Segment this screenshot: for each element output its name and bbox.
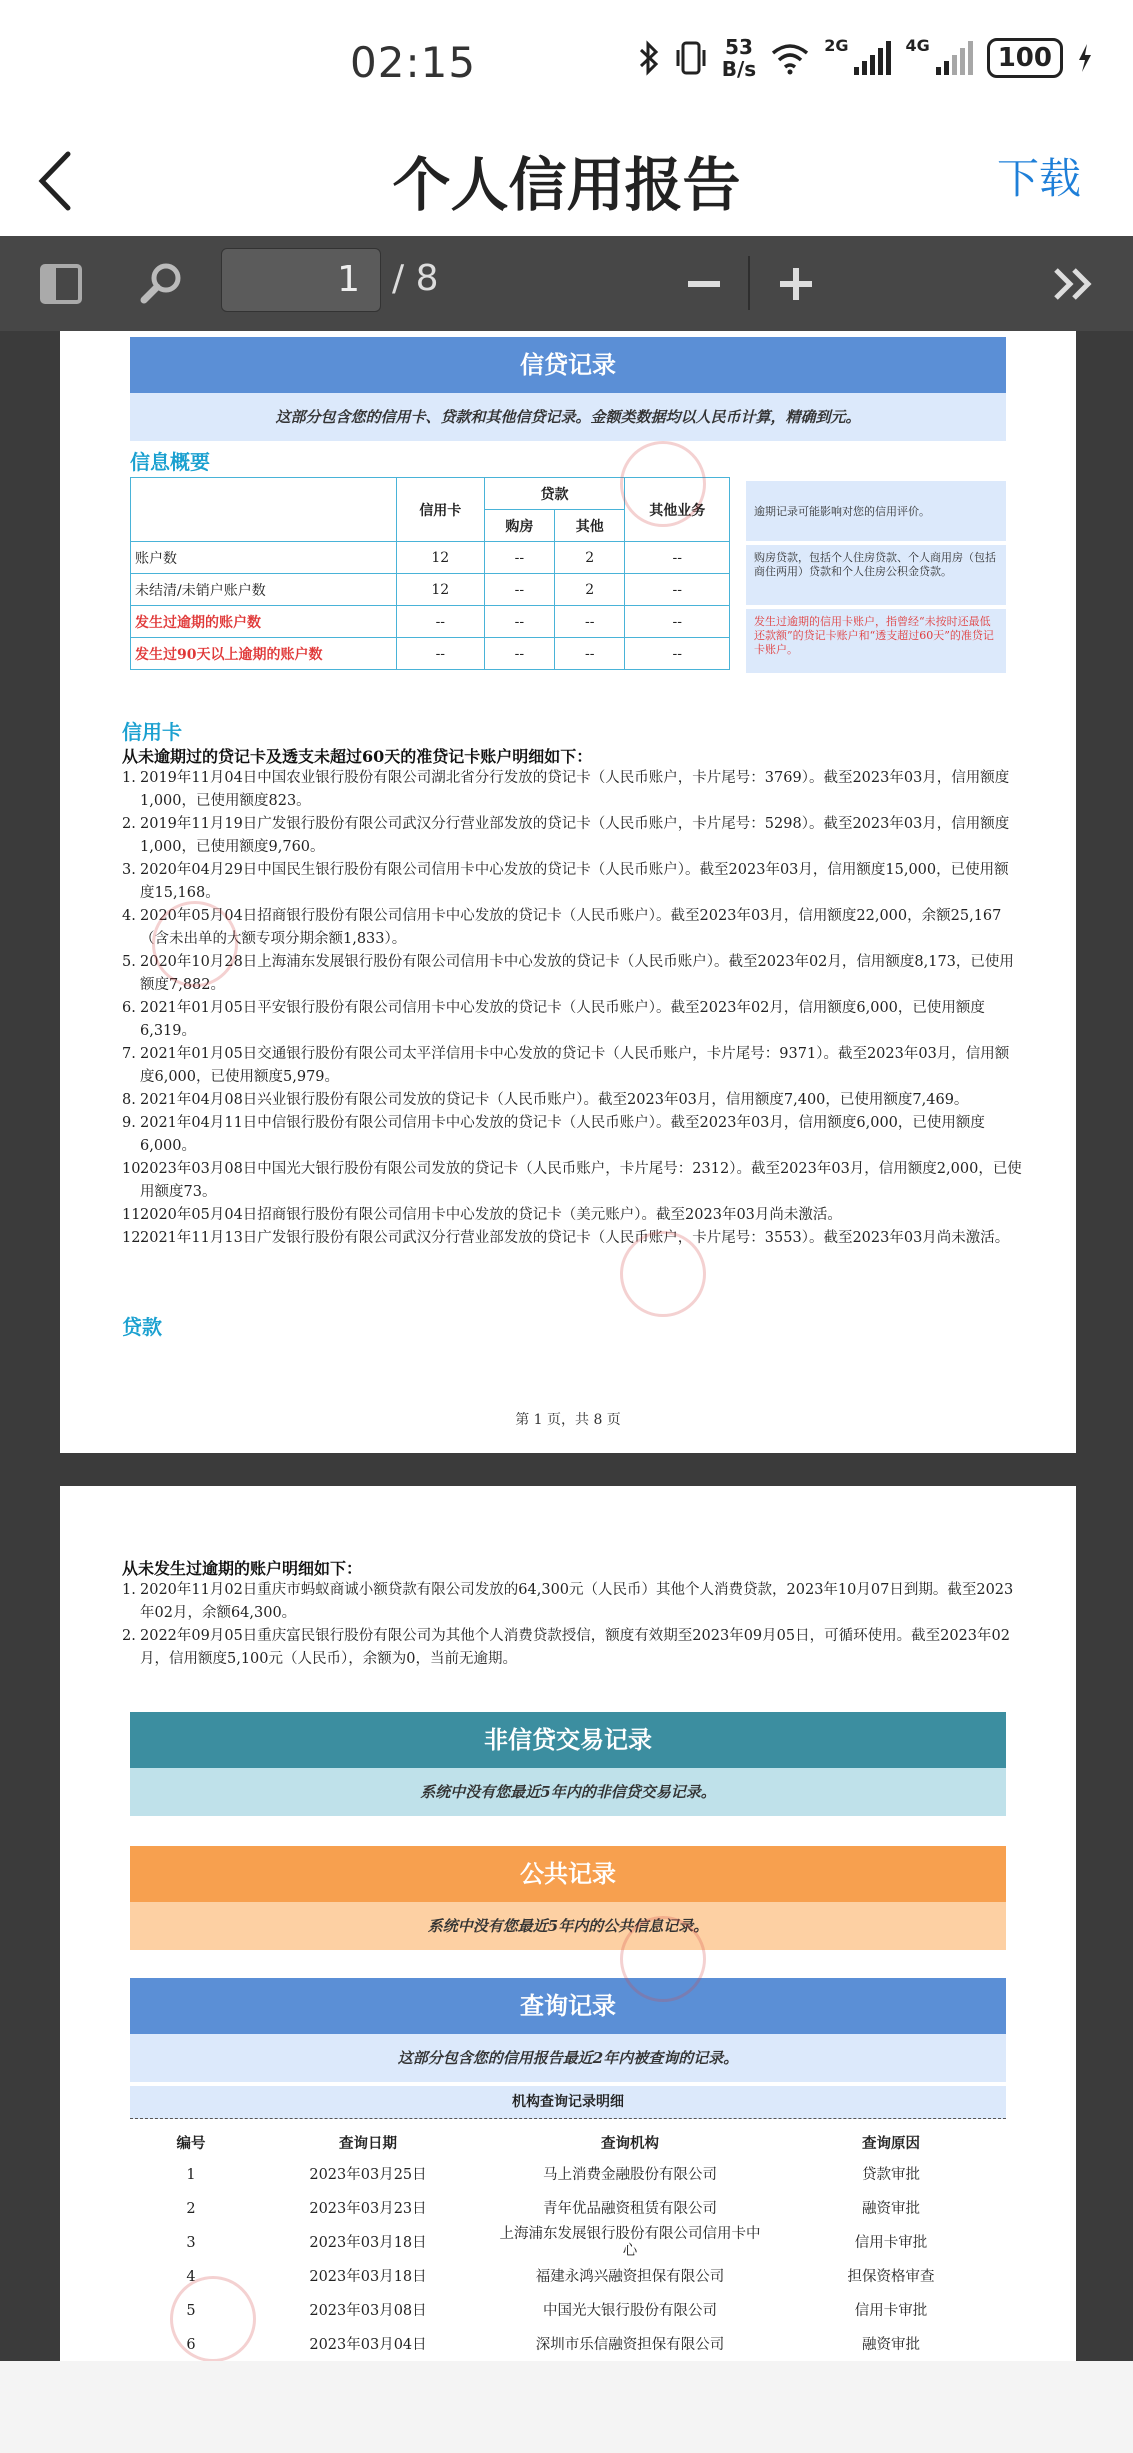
table-cell: 马上消费金融股份有限公司 bbox=[543, 2166, 717, 2183]
table-row bbox=[130, 2328, 1006, 2361]
item-text: 2021年01月05日平安银行股份有限公司信用卡中心发放的贷记卡（人民币账户）。截至2023年02月，信用额度6,000，已使用额度6,319。 bbox=[140, 1000, 985, 1039]
table-cell: 深圳市乐信融资担保有限公司 bbox=[535, 2336, 725, 2353]
net-speed-unit: B/s bbox=[721, 57, 757, 81]
status-time: 02:15 bbox=[350, 38, 477, 87]
table-cell: -- bbox=[555, 606, 625, 638]
pdf-viewer[interactable] bbox=[0, 331, 1133, 2361]
section-subtitle-query: 这部分包含您的信用报告最近2年内被查询的记录。 bbox=[130, 2034, 1006, 2082]
row-label: 未结清/未销户账户数 bbox=[131, 574, 397, 606]
table-cell: 2023年03月25日 bbox=[309, 2166, 427, 2183]
list-item: 3. 2020年04月29日中国民生银行股份有限公司信用卡中心发放的贷记卡（人民币账户）。截至2023年03月，信用额度15,000，已使用额度15,168。 bbox=[122, 862, 1009, 901]
table-cell: 2 bbox=[186, 2200, 196, 2217]
note-overdue: 逾期记录可能影响对您的信用评价。 bbox=[746, 481, 1006, 541]
col-loan-other: 其他 bbox=[555, 510, 625, 542]
more-tools-icon[interactable] bbox=[1048, 256, 1104, 312]
credit-card-title: 信用卡 bbox=[122, 720, 182, 744]
table-cell: -- bbox=[396, 606, 484, 638]
table-cell: -- bbox=[555, 638, 625, 670]
overview-title: 信息概要 bbox=[130, 450, 210, 474]
list-item: 2. 2022年09月05日重庆富民银行股份有限公司为其他个人消费贷款授信，额度有效期至2023年09月05日，可循环使用。截至2023年02月，信用额度5,100元（人民币），余额为0，当前无逾期。 bbox=[122, 1628, 1010, 1667]
signal1-label: 2G bbox=[824, 36, 849, 55]
col-org: 查询机构 bbox=[601, 2134, 659, 2152]
item-text: 2021年01月05日交通银行股份有限公司太平洋信用卡中心发放的贷记卡（人民币账户，卡片尾号：9371）。截至2023年03月，信用额度6,000，已使用额度5,979。 bbox=[140, 1046, 1010, 1085]
table-cell: 2023年03月18日 bbox=[309, 2234, 427, 2251]
watermark-seal bbox=[152, 901, 238, 987]
download-button[interactable]: 下载 bbox=[996, 154, 1081, 203]
table-cell: 福建永鸿兴融资担保有限公司 bbox=[535, 2268, 725, 2285]
table-cell: 担保资格审查 bbox=[847, 2268, 935, 2285]
item-text: 2021年04月08日兴业银行股份有限公司发放的贷记卡（人民币账户）。截至2023年03月，信用额度7,400，已使用额度7,469。 bbox=[140, 1092, 969, 1108]
list-item: 10.2023年03月08日中国光大银行股份有限公司发放的贷记卡（人民币账户，卡片尾号：2312）。截至2023年03月，信用额度2,000，已使用额度73。 bbox=[122, 1161, 1022, 1200]
table-header bbox=[130, 2126, 1006, 2158]
pdf-page-2 bbox=[60, 1486, 1076, 2361]
col-date: 查询日期 bbox=[339, 2134, 397, 2152]
table-cell: 6 bbox=[186, 2336, 196, 2353]
table-cell: 上海浦东发展银行股份有限公司信用卡中心 bbox=[499, 2226, 761, 2259]
item-text: 2021年11月13日广发银行股份有限公司武汉分行营业部发放的贷记卡（人民币账户，卡片尾号：3553）。截至2023年03月尚未激活。 bbox=[140, 1230, 1010, 1246]
table-cell: -- bbox=[625, 542, 730, 574]
zoom-in-icon[interactable] bbox=[768, 256, 824, 312]
table-cell: 4 bbox=[186, 2268, 196, 2285]
table-cell: 5 bbox=[186, 2302, 196, 2319]
table-cell: -- bbox=[484, 574, 554, 606]
item-text: 2022年09月05日重庆富民银行股份有限公司为其他个人消费贷款授信，额度有效期至2023年09月05日，可循环使用。截至2023年02月，信用额度5,100元（人民币），余额为0，当前无逾期。 bbox=[140, 1628, 1010, 1667]
note-overdue-card: 发生过逾期的信用卡账户，指曾经“未按时还最低还款额”的贷记卡账户和“透支超过60天”的准贷记卡账户。 bbox=[746, 609, 1006, 673]
table-cell: 2 bbox=[555, 574, 625, 606]
zoom-out-icon[interactable] bbox=[676, 256, 732, 312]
list-item: 9. 2021年04月11日中信银行股份有限公司信用卡中心发放的贷记卡（人民币账户）。截至2023年03月，信用额度6,000，已使用额度6,000。 bbox=[122, 1115, 985, 1154]
table-cell: 12 bbox=[396, 542, 484, 574]
list-item: 4. 2020年05月04日招商银行股份有限公司信用卡中心发放的贷记卡（人民币账户）。截至2023年03月，信用额度22,000，余额25,167（含未出单的大额专项分期余额1,833）。 bbox=[122, 908, 1002, 947]
row-label: 账户数 bbox=[131, 542, 397, 574]
app-header bbox=[0, 128, 1133, 236]
col-credit-card: 信用卡 bbox=[396, 478, 484, 542]
table-cell: 2 bbox=[555, 542, 625, 574]
table-cell: 信用卡审批 bbox=[854, 2234, 928, 2251]
loan-title: 贷款 bbox=[122, 1315, 162, 1339]
table-cell: 贷款审批 bbox=[862, 2166, 920, 2183]
system-nav-bar bbox=[0, 2361, 1133, 2453]
table-cell: 12 bbox=[396, 574, 484, 606]
row-label: 发生过90天以上逾期的账户数 bbox=[131, 638, 397, 670]
page-title: 个人信用报告 bbox=[392, 151, 741, 219]
table-cell: 中国光大银行股份有限公司 bbox=[543, 2302, 717, 2319]
table-row bbox=[130, 2192, 1006, 2226]
table-row bbox=[131, 574, 730, 606]
table-cell: -- bbox=[484, 606, 554, 638]
table-cell: -- bbox=[625, 606, 730, 638]
loan-list-title: 从未发生过逾期的账户明细如下： bbox=[122, 1559, 363, 1578]
list-item: 6. 2021年01月05日平安银行股份有限公司信用卡中心发放的贷记卡（人民币账户）。截至2023年02月，信用额度6,000，已使用额度6,319。 bbox=[122, 1000, 985, 1039]
list-item: 1. 2020年11月02日重庆市蚂蚁商诚小额贷款有限公司发放的64,300元（人民币）其他个人消费贷款，2023年10月07日到期。截至2023年02月，余额64,300。 bbox=[122, 1582, 1014, 1621]
signal-icon bbox=[854, 41, 891, 75]
table-row bbox=[130, 2294, 1006, 2328]
status-bar bbox=[0, 0, 1133, 128]
item-text: 2020年05月04日招商银行股份有限公司信用卡中心发放的贷记卡（美元账户）。截至2023年03月尚未激活。 bbox=[140, 1207, 842, 1223]
col-no: 编号 bbox=[176, 2134, 206, 2152]
item-text: 2020年10月28日上海浦东发展银行股份有限公司信用卡中心发放的贷记卡（人民币账户）。截至2023年02月，信用额度8,173，已使用额度7,882。 bbox=[140, 954, 1014, 993]
item-text: 2023年03月08日中国光大银行股份有限公司发放的贷记卡（人民币账户，卡片尾号：2312）。截至2023年03月，信用额度2,000，已使用额度73。 bbox=[140, 1161, 1022, 1200]
col-reason: 查询原因 bbox=[862, 2134, 920, 2152]
list-item: 7. 2021年01月05日交通银行股份有限公司太平洋信用卡中心发放的贷记卡（人民币账户，卡片尾号：9371）。截至2023年03月，信用额度6,000，已使用额度5,979。 bbox=[122, 1046, 1010, 1085]
row-label: 发生过逾期的账户数 bbox=[131, 606, 397, 638]
table-row bbox=[130, 2260, 1006, 2294]
credit-card-list bbox=[122, 767, 1022, 1250]
table-cell: 2023年03月08日 bbox=[309, 2302, 427, 2319]
page-footer: 第 1 页，共 8 页 bbox=[515, 1412, 621, 1428]
section-subtitle-credit: 这部分包含您的信用卡、贷款和其他信贷记录。金额类数据均以人民币计算，精确到元。 bbox=[130, 393, 1006, 441]
wifi-icon bbox=[770, 41, 810, 75]
net-speed bbox=[722, 36, 756, 80]
table-cell: 信用卡审批 bbox=[854, 2302, 928, 2319]
bluetooth-icon bbox=[638, 40, 660, 76]
table-cell: 3 bbox=[186, 2234, 196, 2251]
list-item: 1. 2019年11月04日中国农业银行股份有限公司湖北省分行发放的贷记卡（人民币账户，卡片尾号：3769）。截至2023年03月，信用额度1,000，已使用额度823。 bbox=[122, 770, 1010, 809]
item-text: 2020年11月02日重庆市蚂蚁商诚小额贷款有限公司发放的64,300元（人民币）其他个人消费贷款，2023年10月07日到期。截至2023年02月，余额64,300。 bbox=[140, 1582, 1014, 1621]
pdf-page-1 bbox=[60, 331, 1076, 1453]
item-text: 2020年04月29日中国民生银行股份有限公司信用卡中心发放的贷记卡（人民币账户）。截至2023年03月，信用额度15,000，已使用额度15,168。 bbox=[140, 862, 1009, 901]
battery-indicator: 100 bbox=[987, 38, 1063, 78]
sidebar-icon[interactable] bbox=[34, 256, 90, 312]
item-text: 2019年11月19日广发银行股份有限公司武汉分行营业部发放的贷记卡（人民币账户，卡片尾号：5298）。截至2023年03月，信用额度1,000，已使用额度9,760。 bbox=[140, 816, 1010, 855]
watermark-seal bbox=[620, 441, 706, 527]
credit-list-title: 从未逾期过的贷记卡及透支未超过60天的准贷记卡账户明细如下： bbox=[122, 747, 593, 766]
section-subtitle-noncredit: 系统中没有您最近5年内的非信贷交易记录。 bbox=[130, 1768, 1006, 1816]
signal2-label: 4G bbox=[905, 36, 930, 55]
status-icons bbox=[638, 36, 1093, 80]
table-cell: -- bbox=[625, 574, 730, 606]
list-item: 5. 2020年10月28日上海浦东发展银行股份有限公司信用卡中心发放的贷记卡（人民币账户）。截至2023年02月，信用额度8,173，已使用额度7,882。 bbox=[122, 954, 1014, 993]
watermark-seal bbox=[170, 2276, 256, 2361]
table-cell: 2023年03月04日 bbox=[309, 2336, 427, 2353]
table-row bbox=[131, 606, 730, 638]
section-band-credit: 信贷记录 bbox=[130, 337, 1006, 393]
query-table bbox=[130, 2126, 1006, 2361]
loan-list bbox=[122, 1579, 1022, 1671]
table-cell: 2023年03月23日 bbox=[309, 2200, 427, 2217]
pdf-toolbar bbox=[0, 236, 1133, 332]
search-icon[interactable] bbox=[134, 256, 190, 312]
page-total: / 8 bbox=[392, 258, 439, 299]
query-detail-head: 机构查询记录明细 bbox=[130, 2086, 1006, 2119]
list-item: 12.2021年11月13日广发银行股份有限公司武汉分行营业部发放的贷记卡（人民币账户，卡片尾号：3553）。截至2023年03月尚未激活。 bbox=[122, 1230, 1010, 1246]
item-text: 2020年05月04日招商银行股份有限公司信用卡中心发放的贷记卡（人民币账户）。截至2023年03月，信用额度22,000，余额25,167（含未出单的大额专项分期余额1,833）。 bbox=[140, 908, 1002, 947]
table-row bbox=[131, 638, 730, 670]
section-band-public: 公共记录 bbox=[130, 1846, 1006, 1902]
table-cell: -- bbox=[625, 638, 730, 670]
net-speed-value: 53 bbox=[725, 35, 753, 59]
col-loan: 贷款 bbox=[484, 478, 625, 510]
table-cell: 融资审批 bbox=[862, 2200, 920, 2217]
vibrate-icon bbox=[674, 40, 708, 76]
table-cell: -- bbox=[484, 638, 554, 670]
page-number-input[interactable]: 1 bbox=[221, 248, 381, 312]
col-other: 其他业务 bbox=[625, 478, 730, 542]
table-row bbox=[130, 2158, 1006, 2192]
section-band-noncredit: 非信贷交易记录 bbox=[130, 1712, 1006, 1768]
table-cell: 2023年03月18日 bbox=[309, 2268, 427, 2285]
table-cell: 青年优品融资租赁有限公司 bbox=[543, 2200, 717, 2217]
toolbar-divider bbox=[748, 256, 750, 310]
list-item: 2. 2019年11月19日广发银行股份有限公司武汉分行营业部发放的贷记卡（人民币账户，卡片尾号：5298）。截至2023年03月，信用额度1,000，已使用额度9,760。 bbox=[122, 816, 1010, 855]
list-item: 11.2020年05月04日招商银行股份有限公司信用卡中心发放的贷记卡（美元账户）。截至2023年03月尚未激活。 bbox=[122, 1207, 842, 1223]
signal-icon bbox=[936, 41, 973, 75]
watermark-seal bbox=[620, 1231, 706, 1317]
item-text: 2019年11月04日中国农业银行股份有限公司湖北省分行发放的贷记卡（人民币账户，卡片尾号：3769）。截至2023年03月，信用额度1,000，已使用额度823。 bbox=[140, 770, 1010, 809]
table-cell: -- bbox=[396, 638, 484, 670]
table-row bbox=[130, 2226, 1006, 2260]
note-housing: 购房贷款，包括个人住房贷款、个人商用房（包括商住两用）贷款和个人住房公积金贷款。 bbox=[746, 545, 1006, 605]
watermark-seal bbox=[620, 1916, 706, 2002]
table-cell: 融资审批 bbox=[862, 2336, 920, 2353]
item-text: 2021年04月11日中信银行股份有限公司信用卡中心发放的贷记卡（人民币账户）。截至2023年03月，信用额度6,000，已使用额度6,000。 bbox=[140, 1115, 985, 1154]
charging-icon bbox=[1077, 43, 1093, 73]
col-housing: 购房 bbox=[484, 510, 554, 542]
section-subtitle-public: 系统中没有您最近5年内的公共信息记录。 bbox=[130, 1902, 1006, 1950]
table-cell: -- bbox=[484, 542, 554, 574]
table-cell: 1 bbox=[186, 2166, 196, 2183]
list-item: 8. 2021年04月08日兴业银行股份有限公司发放的贷记卡（人民币账户）。截至2023年03月，信用额度7,400，已使用额度7,469。 bbox=[122, 1092, 969, 1108]
section-band-query: 查询记录 bbox=[130, 1978, 1006, 2034]
table-row bbox=[131, 542, 730, 574]
